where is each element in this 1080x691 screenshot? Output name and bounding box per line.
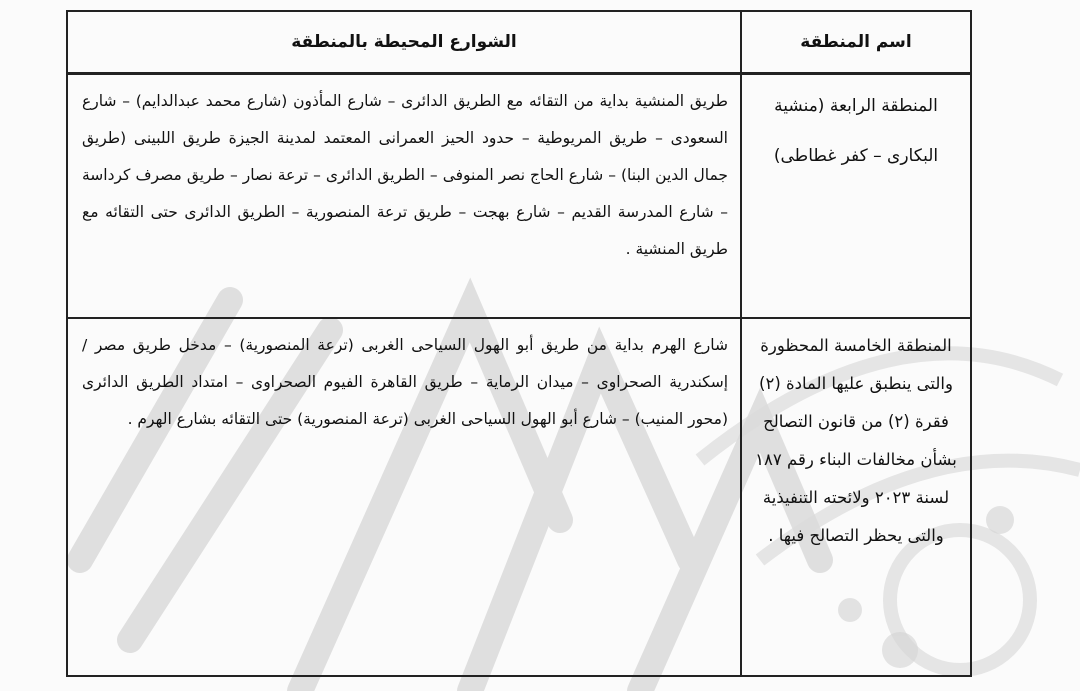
header-area-name: اسم المنطقة — [741, 11, 971, 74]
header-surrounding-streets: الشوارع المحيطة بالمنطقة — [67, 11, 741, 74]
table-row — [67, 74, 971, 319]
area-name-text: المنطقة الرابعة (منشية البكارى – كفر غطاطى) — [773, 96, 939, 166]
streets-cell: طريق المنشية بداية من التقائه مع الطريق الدائرى – شارع المأذون (شارع محمد عبدالدايم) – شارع السعودى – طريق المريوطية – حدود الحيز العمرانى المعتمد لمدينة الجيزة طريق اللبينى (طريق جمال الدين البنا) – شارع الحاج نصر المنوفى – الطريق الدائرى – ترعة نصار – طريق مصرف كرداسة – شارع المدرسة القديم – شارع بهجت – طريق ترعة المنصورية – الطريق الدائرى حتى التقائه مع طريق المنشية . — [67, 74, 741, 319]
areas-table — [66, 10, 972, 677]
area-name-cell — [741, 74, 971, 319]
streets-cell: شارع الهرم بداية من طريق أبو الهول السياحى الغربى (ترعة المنصورية) – مدخل طريق مصر / إسكندرية الصحراوى – ميدان الرماية – طريق القاهرة الفيوم الصحراوى – امتداد الطريق الدائرى (محور المنيب) – شارع أبو الهول السياحى الغربى (ترعة المنصورية) حتى التقائه بشارع الهرم . — [67, 318, 741, 676]
area-name-cell — [741, 318, 971, 676]
table-header-row — [67, 11, 971, 74]
table-row — [67, 318, 971, 676]
area-name-text: المنطقة الخامسة المحظورة والتى ينطبق عليها المادة (٢) فقرة (٢) من قانون التصالح بشأن مخالفات البناء رقم ١٨٧ لسنة ٢٠٢٣ ولائحته التنفيذية والتى يحظر التصالح فيها . — [755, 336, 957, 545]
